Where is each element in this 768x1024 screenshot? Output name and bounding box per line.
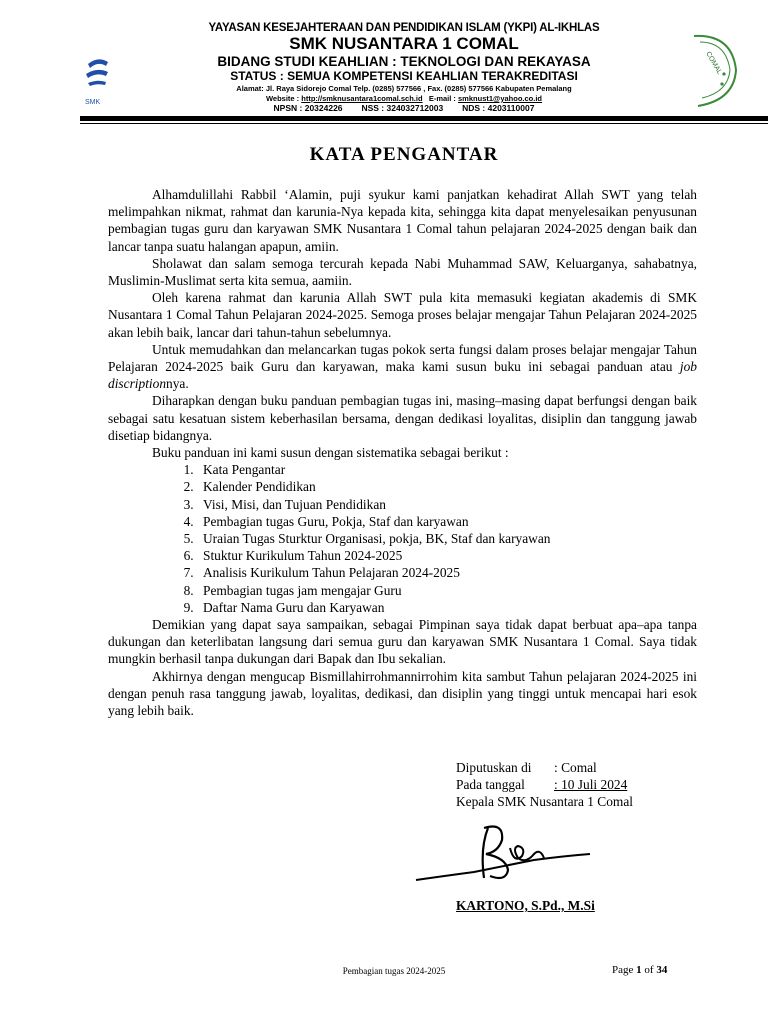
footer-title: Pembagian tugas 2024-2025 [342,966,446,976]
sign-place [456,759,633,776]
page-word: Page [612,964,637,976]
handwritten-signature [414,818,594,898]
contents-list [108,461,697,616]
address: Alamat: Jl. Raya Sidorejo Comal Telp. (0285) 577566 , Fax. (0285) 577566 Kabupaten Pemalang [236,84,572,93]
page-number [612,964,667,976]
signature-block [456,759,633,811]
nds: NDS : 4203110007 [462,103,535,113]
website-label: Website : [265,94,302,103]
list-item: 9. Daftar Nama Guru dan Karyawan [197,599,697,616]
page-title: KATA PENGANTAR [309,144,499,165]
paragraph-text: Untuk memudahkan dan melancarkan tugas pokok serta fungsi dalam proses belajar mengajar Tahun Pelajaran 2024-2025 baik Guru dan karyawan, maka kami susun buku ini sebagai panduan atau [108,341,697,375]
paragraph: Alhamdulillahi Rabbil ‘Alamin, puji syukur kami panjatkan kehadirat Allah SWT yang telah melimpahkan nikmat, rahmat dan karunia-Nya kepada kita, sehingga kita dapat menyelesaikan penyusunan pembagian tugas guru dan karyawan SMK Nusantara 1 Comal tahun pelajaran 2024-2025 dengan baik dan lancar tanpa suatu halangan apapun, amiin. [108,187,697,254]
paragraph: Diharapkan dengan buku panduan pembagian tugas ini, masing–masing dapat berfungsi dengan baik sebagai satu kesatuan sistem keberhasilan bersama, dengan dedikasi loyalitas, disiplin dan tanggung jawab disetiap bidangnya. [108,393,697,443]
paragraph-text: nya. [166,376,189,392]
paragraph: Buku panduan ini kami susun dengan sistematika sebagai berikut : [152,445,509,461]
signer-position: Kepala SMK Nusantara 1 Comal [456,794,634,810]
nss: NSS : 324032712003 [361,103,444,113]
email-label: E-mail : [428,94,459,103]
logo-left-text: SMK [85,99,101,106]
current-page: 1 [636,964,642,976]
list-item: 7. Analisis Kurikulum Tahun Pelajaran 2024-2025 [197,564,697,581]
letterhead [0,0,768,124]
paragraph: Sholawat dan salam semoga tercurah kepada Nabi Muhammad SAW, Keluarganya, sahabatnya, Muslimin-Muslimat serta kita semua, aamiin. [108,255,697,289]
document-body [108,186,697,719]
of-word: of [641,964,657,976]
paragraph-panduan [108,341,697,393]
contact-line [20,94,768,103]
paragraph: Akhirnya dengan mengucap Bismillahirrohmannirrohim kita sambut Tahun pelajaran 2024-2025 ini dengan penuh rasa tanggung jawab, loyalitas, dedikasi, dan disiplin yang tinggi untuk mencapai hari esok yang lebih baik. [108,668,697,719]
date-value: : 10 Juli 2024 [554,777,628,793]
date-label: Pada tanggal [456,777,525,793]
email-link[interactable]: smknust1@yahoo.co.id [458,94,543,103]
header-divider-thin [80,123,768,124]
list-item: 5. Uraian Tugas Sturktur Organisasi, pokja, BK, Staf dan karyawan [197,530,697,547]
website-link[interactable]: http://smknusantara1comal.sch.id [301,94,423,103]
paragraph: Demikian yang dapat saya sampaikan, sebagai Pimpinan saya tidak dapat berbuat apa–apa tanpa dukungan dan keterlibatan langsung dari semua guru dan karyawan SMK Nusantara 1 Comal. Saya tidak mungkin berhasil tanpa dukungan dari Bapak dan Ibu sekalian. [108,617,697,667]
list-item: 8. Pembagian tugas jam mengajar Guru [197,582,697,599]
total-pages: 34 [656,964,668,976]
sign-date [456,776,633,793]
list-item: 1. Kata Pengantar [197,461,697,478]
study-field: BIDANG STUDI KEAHLIAN : TEKNOLOGI DAN REKAYASA [217,54,591,69]
npsn: NPSN : 20324226 [273,103,343,113]
logo-right-text: COMAL [704,50,723,76]
place-label: Diputuskan di [456,760,532,775]
foundation-name: YAYASAN KESEJAHTERAAN DAN PENDIDIKAN ISLAM (YKPI) AL-IKHLAS [208,22,600,34]
list-item: 6. Stuktur Kurikulum Tahun 2024-2025 [197,547,697,564]
place-value: : Comal [554,760,597,775]
paragraph: Oleh karena rahmat dan karunia Allah SWT pula kita memasuki kegiatan akademis di SMK Nusantara 1 Comal Tahun Pelajaran 2024-2025. Semoga proses belajar mengajar Tahun Pelajaran 2024-2025 akan lebih baik, lancar dari tahun-tahun sebelumnya. [108,290,697,340]
list-item: 3. Visi, Misi, dan Tujuan Pendidikan [197,496,697,513]
signer-name: KARTONO, S.Pd., M.Si [456,898,595,913]
list-item: 4. Pembagian tugas Guru, Pokja, Staf dan karyawan [197,513,697,530]
list-item: 2. Kalender Pendidikan [197,478,697,495]
italic-term: job discription [108,359,697,392]
registration-numbers [20,103,768,113]
school-name: SMK NUSANTARA 1 COMAL [289,34,519,53]
header-divider-thick [80,116,768,121]
accreditation-status: STATUS : SEMUA KOMPETENSI KEAHLIAN TERAKREDITASI [230,69,578,83]
